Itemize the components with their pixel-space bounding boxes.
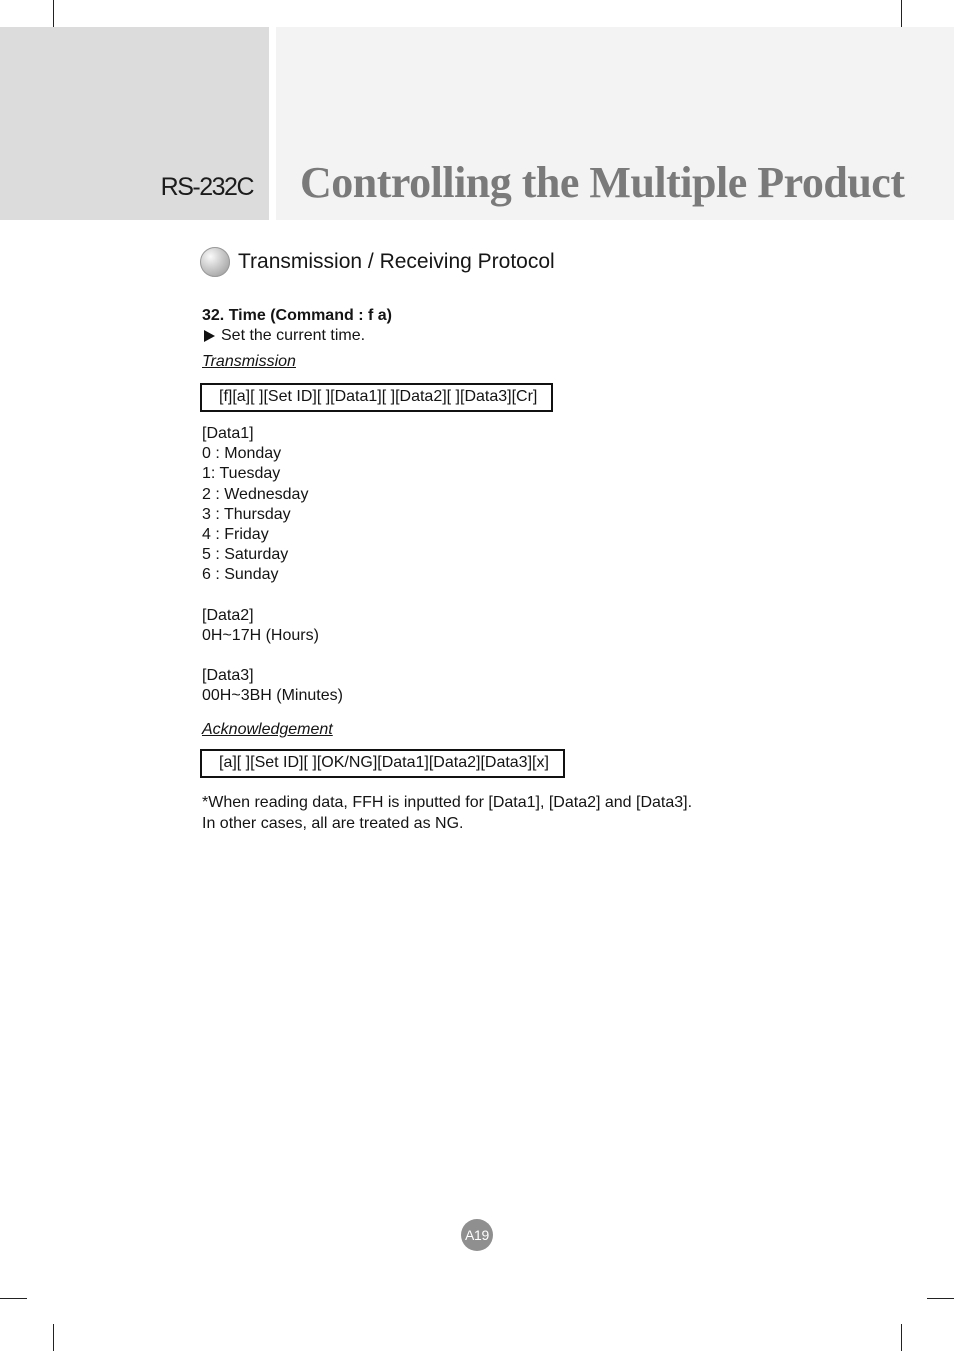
command-content bbox=[202, 306, 842, 835]
crop-mark-top-right bbox=[901, 0, 902, 27]
note-block bbox=[202, 793, 842, 835]
data1-item: 4 : Friday bbox=[202, 525, 269, 543]
header-section-panel bbox=[0, 27, 269, 220]
data2-value: 0H~17H (Hours) bbox=[202, 626, 319, 644]
data3-value: 00H~3BH (Minutes) bbox=[202, 687, 343, 705]
acknowledgement-label: Acknowledgement bbox=[202, 721, 333, 739]
crop-mark-bottom-left bbox=[53, 1324, 54, 1351]
subsection-heading bbox=[200, 247, 555, 277]
data1-item: 0 : Monday bbox=[202, 445, 282, 463]
data1-group bbox=[202, 424, 842, 586]
command-description-text: Set the current time. bbox=[221, 327, 366, 344]
data1-item: 5 : Saturday bbox=[202, 546, 289, 564]
crop-mark-bottom-right bbox=[901, 1324, 902, 1351]
crop-mark-top-left bbox=[53, 0, 54, 27]
note-line: *When reading data, FFH is inputted for [Data1], [Data2] and [Data3]. bbox=[202, 794, 693, 812]
transmission-label: Transmission bbox=[202, 353, 296, 370]
subsection-title: Transmission / Receiving Protocol bbox=[238, 250, 555, 273]
page-number-badge: A19 bbox=[461, 1219, 493, 1251]
data1-item: 3 : Thursday bbox=[202, 505, 291, 523]
data2-group bbox=[202, 606, 842, 646]
command-description bbox=[202, 326, 842, 346]
section-label: RS-232C bbox=[160, 173, 253, 201]
data1-item: 2 : Wednesday bbox=[202, 485, 309, 503]
acknowledgement-code-box: [a][ ][Set ID][ ][OK/NG][Data1][Data2][Data3][x] bbox=[200, 749, 565, 778]
crop-mark-bottom-left-h bbox=[0, 1298, 27, 1299]
data1-label: [Data1] bbox=[202, 425, 254, 442]
data1-item: 6 : Sunday bbox=[202, 566, 279, 584]
sphere-bullet-icon bbox=[200, 247, 230, 277]
data3-label: [Data3] bbox=[202, 666, 254, 684]
page-title: Controlling the Multiple Product bbox=[300, 158, 905, 207]
data2-label: [Data2] bbox=[202, 606, 254, 624]
transmission-code-box: [f][a][ ][Set ID][ ][Data1][ ][Data2][ ][Data3][Cr] bbox=[200, 383, 553, 412]
note-line: In other cases, all are treated as NG. bbox=[202, 815, 464, 833]
data3-group bbox=[202, 666, 842, 706]
data1-item: 1: Tuesday bbox=[202, 465, 281, 483]
header-title-panel bbox=[276, 27, 954, 220]
play-arrow-icon bbox=[204, 330, 215, 342]
command-heading: 32. Time (Command : f a) bbox=[202, 307, 392, 324]
crop-mark-bottom-right-h bbox=[927, 1298, 954, 1299]
